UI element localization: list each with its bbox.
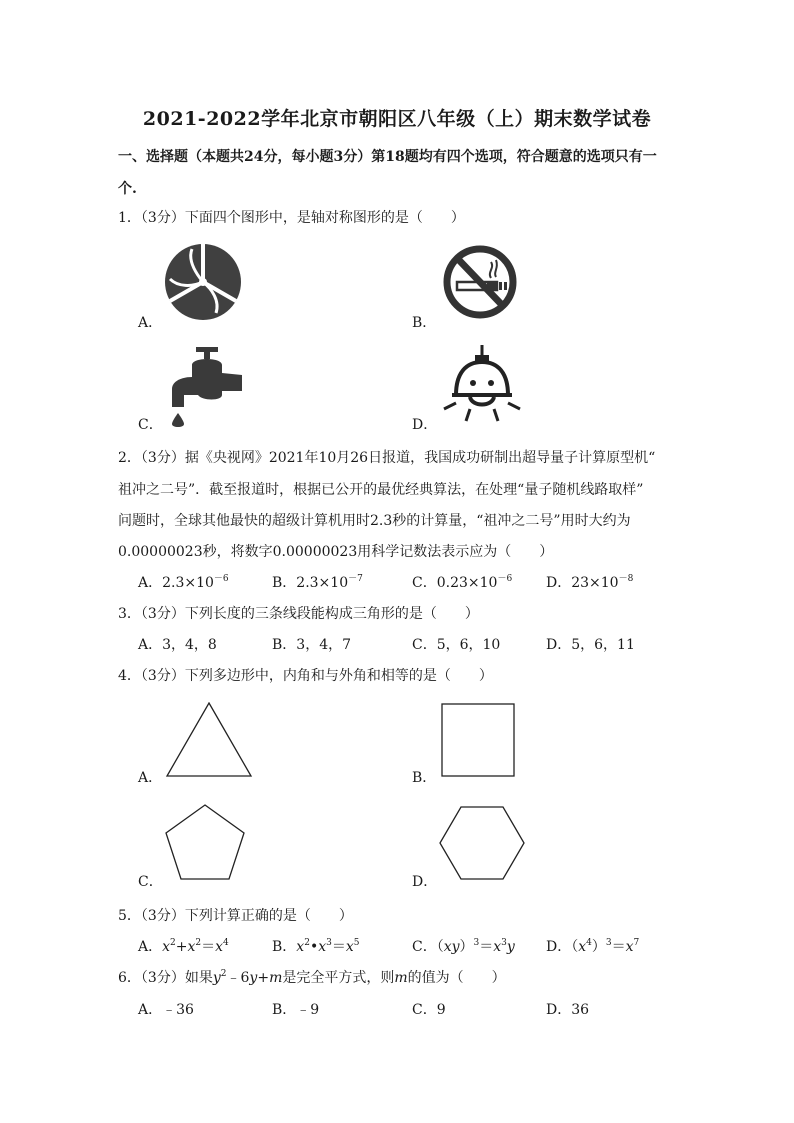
- q1-option-c-label: C．: [138, 417, 163, 433]
- q4-option-c-label: C．: [138, 874, 163, 890]
- q2-option-c: C．$0.23\times 10^{-6}$: [412, 574, 513, 591]
- q1-option-b-label: B．: [412, 315, 437, 331]
- q2-line1: 2．（3分）据《央视网》2021年10月26日报道，我国成功研制出超导量子计算原型机“: [118, 450, 656, 466]
- q1-option-d-label: D．: [412, 417, 438, 433]
- q6-option-d: D．36: [546, 1002, 590, 1018]
- q6-option-a: A．﹣36: [138, 1002, 194, 1018]
- q5-option-a: A．$x^2+x^2=x^4$: [138, 938, 229, 955]
- q6-option-b: B．﹣9: [272, 1002, 320, 1018]
- section-heading-line2: 个.: [118, 181, 137, 197]
- q5-option-d: D．$(x^4)^3=x^7$: [546, 938, 640, 955]
- section-heading-line1: 一、选择题（本题共24分，每小题3分）第18题均有四个选项，符合题意的选项只有一: [118, 149, 657, 165]
- q2-option-b: B．$2.3\times 10^{-7}$: [272, 574, 363, 591]
- hexagon-figure: [439, 806, 525, 880]
- pentagon-figure: [164, 804, 246, 880]
- triangle-figure: [165, 702, 253, 778]
- q3-stem: 3．（3分）下列长度的三条线段能构成三角形的是（ ）: [118, 606, 479, 622]
- q6-stem: 6．（3分）如果$y^2﹣6y+m$是完全平方式，则m的值为（ ）: [118, 969, 506, 986]
- square-figure: [441, 703, 515, 777]
- q4-option-d-label: D．: [412, 874, 438, 890]
- q1-stem: 1．（3分）下面四个图形中，是轴对称图形的是（ ）: [118, 210, 465, 226]
- q3-option-d: D．5，6，11: [546, 637, 635, 653]
- page-title: 2021-2022学年北京市朝阳区八年级（上）期末数学试卷: [142, 108, 652, 130]
- q5-option-b: B．$x^2•x^3=x^5$: [272, 938, 360, 955]
- q4-stem: 4．（3分）下列多边形中，内角和与外角和相等的是（ ）: [118, 668, 493, 684]
- q2-line4: 0.00000023秒，将数字0.00000023用科学记数法表示应为（ ）: [118, 544, 554, 560]
- q2-option-d: D．$23\times 10^{-8}$: [546, 574, 634, 591]
- q2-line3: 问题时，全球其他最快的超级计算机用时2.3秒的计算量，“祖冲之二号”用时大约为: [118, 513, 631, 529]
- q5-option-c: C．$(xy)^3=x^3y$: [412, 938, 515, 955]
- q5-stem: 5．（3分）下列计算正确的是（ ）: [118, 908, 353, 924]
- no-smoking-icon: [441, 244, 519, 320]
- three-leaf-logo-icon: [164, 243, 242, 321]
- q2-line2: 祖冲之二号”．截至报道时，根据已公开的最优经典算法，在处理“量子随机线路取样”: [118, 482, 644, 498]
- q3-option-c: C．5，6，10: [412, 637, 501, 653]
- q2-option-a: A．$2.3\times 10^{-6}$: [138, 574, 229, 591]
- ceiling-lamp-icon: [440, 345, 524, 423]
- q3-option-b: B．3，4，7: [272, 637, 352, 653]
- q3-option-a: A．3，4，8: [138, 637, 217, 653]
- water-tap-icon: [162, 345, 244, 429]
- q1-option-a-label: A．: [138, 315, 163, 331]
- q4-option-a-label: A．: [138, 770, 163, 786]
- q4-option-b-label: B．: [412, 770, 437, 786]
- q6-option-c: C．9: [412, 1002, 446, 1018]
